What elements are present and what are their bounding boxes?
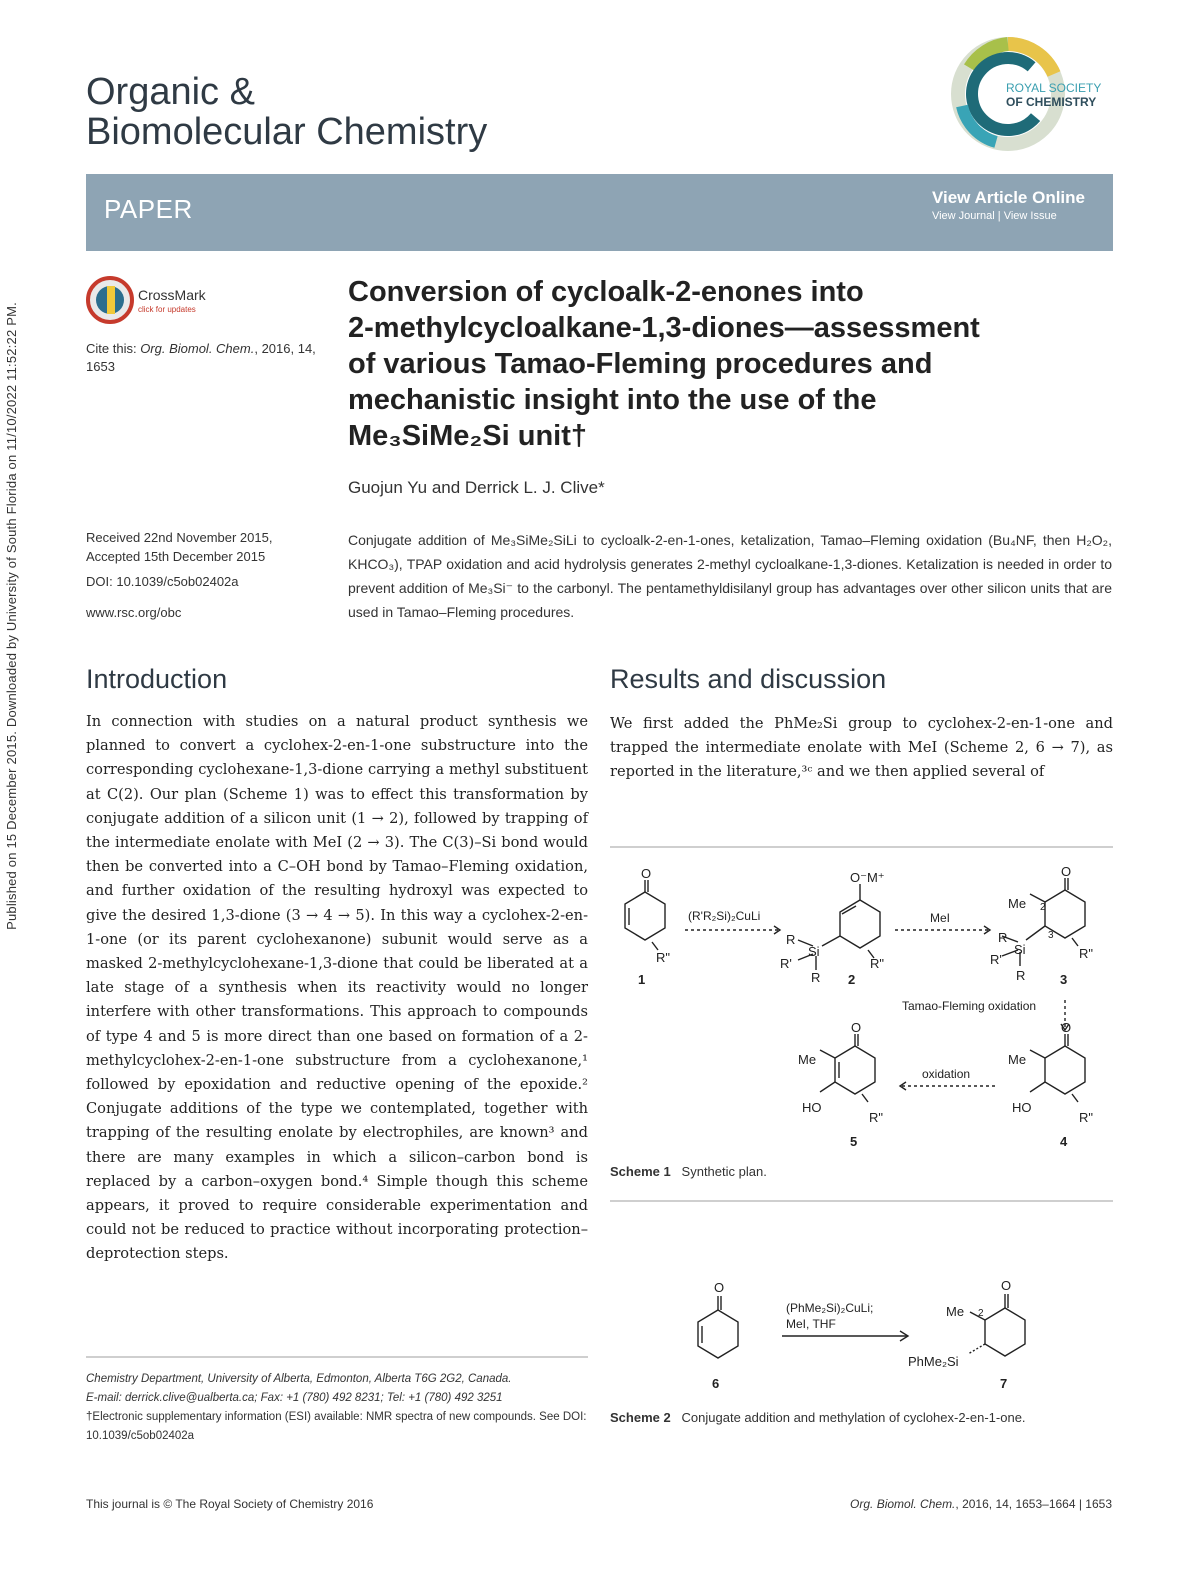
citation [86,340,336,376]
title-line: 2-methylcycloalkane-1,3-diones—assessment [348,312,980,344]
title-line: Me₃SiMe₂Si unit† [348,420,587,452]
received-date: Received 22nd November 2015, [86,530,273,545]
affiliation-contact[interactable]: E-mail: derrick.clive@ualberta.ca; Fax: +1 (780) 492 8231; Tel: +1 (780) 492 3251 [86,1392,503,1404]
footer-journal: Org. Biomol. Chem. [850,1497,956,1511]
crossmark-badge[interactable] [86,276,226,329]
s1-ho-4: HO [1012,1100,1032,1115]
journal-title-line1: Organic & [86,71,255,113]
crossmark-icon [86,276,226,324]
article-title [348,274,1088,454]
intro-heading: Introduction [86,664,228,694]
publisher-logo[interactable] [950,36,1120,156]
scheme1-bottom-rule [610,1200,1113,1202]
cite-prefix: Cite this: [86,341,141,356]
s1-r1-2: R' [780,956,792,971]
scheme1-caption [610,1164,767,1179]
scheme1-figure [610,850,1113,1155]
article-type-band [86,174,1113,251]
s1-me-5: Me [798,1052,817,1067]
view-article-online-link[interactable]: View Article Online [931,188,1085,207]
scheme2-drawing [610,1270,1113,1400]
title-line: mechanistic insight into the use of the [348,384,877,416]
s1-pos3: 3 [1048,930,1054,941]
s1-o-4: O [1061,1020,1072,1035]
s2-o-7: O [1001,1278,1012,1293]
s1-num-2: 2 [848,972,856,987]
article-links [932,188,1085,222]
s1-r-3a: R [998,930,1008,945]
footnote-rule [86,1356,588,1358]
cite-journal: Org. Biomol. Chem. [140,341,255,356]
s1-o-1: O [641,866,652,881]
download-note: Published on 15 December 2015. Downloaded by University of South Florida on 11/10/2022 11:52:22 PM. [4,302,19,930]
s1-me-4: Me [1008,1052,1027,1067]
title-line: of various Tamao-Fleming procedures and [348,348,933,380]
s1-r1-3: R' [990,952,1002,967]
s2-pos2: 2 [978,1308,984,1319]
rsc-line2: OF CHEMISTRY [1006,95,1097,109]
s1-ho-5: HO [802,1100,822,1115]
view-journal-link[interactable]: View Journal [931,210,995,222]
journal-url[interactable]: www.rsc.org/obc [86,605,182,620]
authors: Guojun Yu and Derrick L. J. Clive* [348,478,605,497]
s1-num-5: 5 [850,1134,858,1149]
s1-num-4: 4 [1060,1134,1068,1149]
s1-r2-4: R" [1079,1110,1094,1125]
cite-rest: , 2016, 14, 1653 [86,341,316,374]
results-paragraph: We first added the PhMe₂Si group to cyclohex-2-en-1-one and trapped the intermediate enolate with MeI (Scheme 2, 6 → 7), as reported in the literature,³ᶜ and we then applied several of [610,715,1113,781]
s2-reagent-2: MeI, THF [786,1317,836,1331]
s2-phme2si: PhMe₂Si [908,1354,959,1369]
scheme2-caption-label: Scheme 2 [610,1410,671,1425]
s1-reagent-d: oxidation [922,1067,971,1081]
article-dates [86,528,326,622]
footer-pages: , 2016, 14, 1653–1664 | 1653 [955,1497,1112,1511]
esi-note: †Electronic supplementary information (ESI) available: NMR spectra of new compounds. See DOI: 10.1039/c5ob02402a [86,1411,587,1442]
s1-pos2: 2 [1040,902,1046,913]
s1-r-2b: R [811,970,821,985]
journal-title [86,72,487,152]
s2-num-7: 7 [1000,1376,1008,1391]
s1-reagent-b: MeI [930,911,951,925]
rsc-logo-icon [950,36,1120,156]
s1-r2-2: R" [870,956,885,971]
view-issue-link[interactable]: View Issue [1003,210,1057,222]
scheme2-figure [610,1270,1113,1400]
footer-copyright: This journal is © The Royal Society of Chemistry 2016 [86,1497,374,1511]
footer-citation [850,1497,1112,1511]
s2-me-7: Me [946,1304,965,1319]
affiliation-footnote [86,1370,588,1446]
s1-me-3: Me [1008,896,1027,911]
article-type-label: PAPER [104,194,193,224]
crossmark-sub: click for updates [138,305,196,314]
doi[interactable]: DOI: 10.1039/c5ob02402a [86,574,239,589]
s1-r-3b: R [1016,968,1026,983]
rsc-line1: ROYAL SOCIETY [1006,81,1102,95]
scheme1-caption-label: Scheme 1 [610,1164,671,1179]
crossmark-label: CrossMark [138,287,206,303]
scheme1-caption-text: Synthetic plan. [681,1164,767,1179]
link-separator: | [997,210,1004,222]
s1-si-2: Si [808,944,820,959]
abstract: Conjugate addition of Me₃SiMe₂SiLi to cycloalk-2-en-1-ones, ketalization, Tamao–Fleming oxidation (Bu₄NF, then H₂O₂, KHCO₃), TPAP oxidation and acid hydrolysis generates 2-methyl cycloalkane-1,3-diones. Ketalization is needed in order to prevent addition of Me₃Si⁻ to the carbonyl. The pentamethyldisilanyl group has advantages over other silicon units that are used in Tamao–Fleming procedures. [348,532,1112,620]
scheme2-caption [610,1408,1113,1428]
s2-num-6: 6 [712,1376,720,1391]
journal-title-line2: Biomolecular Chemistry [86,111,488,153]
scheme2-caption-text: Conjugate addition and methylation of cyclohex-2-en-1-one. [681,1410,1026,1425]
s1-o-3: O [1061,864,1072,879]
s1-r2-3: R" [1079,946,1094,961]
scheme1-top-rule [610,846,1113,848]
s1-reagent-a: (R'R₂Si)₂CuLi [688,909,761,923]
s1-r-2a: R [786,932,796,947]
affiliation-address: Chemistry Department, University of Alberta, Edmonton, Alberta T6G 2G2, Canada. [86,1373,512,1385]
s1-num-3: 3 [1060,972,1068,987]
title-line: Conversion of cycloalk-2-enones into [348,276,864,308]
intro-paragraph: In connection with studies on a natural product synthesis we planned to convert a cyclohex-2-en-1-one substructure into the corresponding cyclohexane-1,3-dione carrying a methyl substituent at C(2). Our plan (Scheme 1) was to effect this transformation by conjugate addition of a silicon unit (1 → 2), followed by trapping of the intermediate enolate with MeI (2 → 3). The C(3)–Si bond would then be converted into a C–OH bond by Tamao–Fleming oxidation, and further oxidation of the resulting hydroxyl was expected to give the desired 1,3-dione (3 → 4 → 5). In this way a cyclohex-2-en-1-one (or its parent cyclohexanone) subunit would serve as a masked 2-methylcyclohexane-1,3-dione that could be liberated at a late stage of a synthesis when its reactivity would no longer interfere with other transformations. This approach to compounds of type 4 and 5 is more direct than one based on formation of a 2-methylcyclohex-2-en-1-one substructure from a cyclohexanone,¹ followed by epoxidation and reductive opening of the epoxide.² Conjugate additions of the type we contemplated, together with trapping of the resulting enolate by electrophiles, are known³ and there are many examples in which a silicon–carbon bond is replaced by a carbon–oxygen bond.⁴ Simple though this scheme appears, it proved to require considerable experimentation and could not be reduced to practice without incorporating protection–deprotection steps. [86,713,588,1263]
s1-o-5: O [851,1020,862,1035]
s1-r2-5: R" [869,1110,884,1125]
accepted-date: Accepted 15th December 2015 [86,549,266,564]
s1-reagent-c: Tamao-Fleming oxidation [902,999,1037,1013]
s2-o-6: O [714,1280,725,1295]
s2-reagent-1: (PhMe₂Si)₂CuLi; [786,1301,874,1315]
results-heading: Results and discussion [610,664,887,694]
scheme1-drawing [610,850,1113,1155]
s1-num-1: 1 [638,972,646,987]
s1-om: O⁻M⁺ [850,870,885,885]
s1-r2-1: R" [656,950,671,965]
s1-si-3: Si [1014,942,1026,957]
